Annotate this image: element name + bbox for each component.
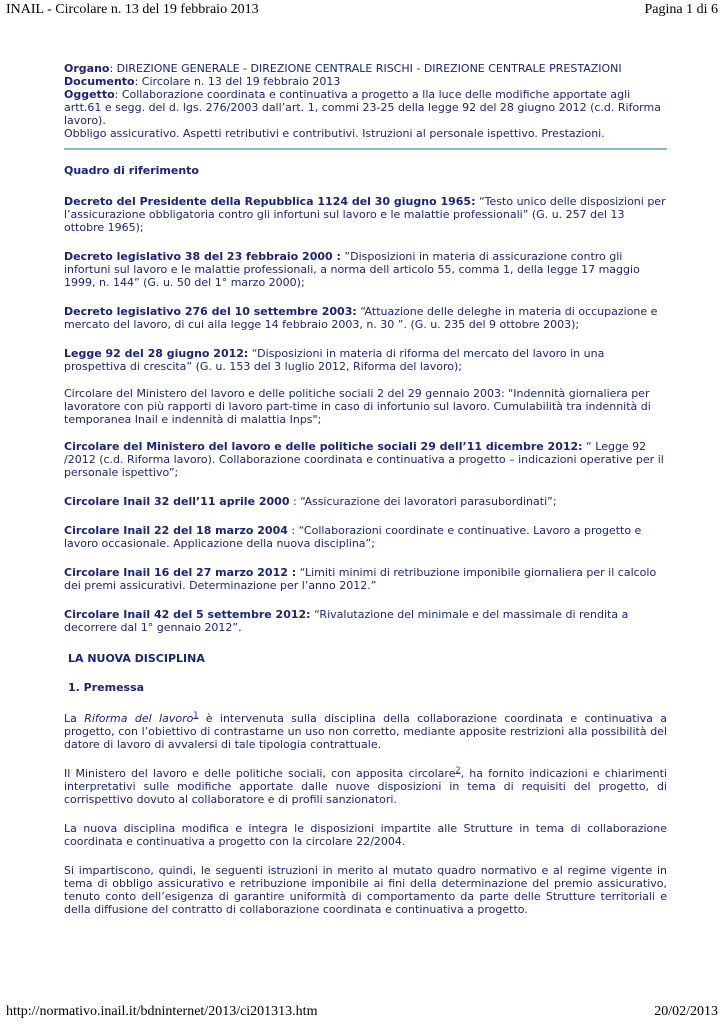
- print-header-page: Pagina 1 di 6: [644, 2, 718, 17]
- reference-item: [64, 566, 667, 592]
- reference-item: [64, 387, 667, 426]
- reference-title: Decreto del Presidente della Repubblica 1124 del 30 giugno 1965:: [64, 195, 476, 208]
- print-header: [0, 2, 724, 22]
- reference-text: “Testo unico delle disposizioni per l’assicurazione obbligatoria contro gli infortuni sul lavoro e le malattie professionali” (G. u. 257 del 13 ottobre 1965);: [64, 195, 666, 234]
- reference-title: Circolare del Ministero del lavoro e delle politiche sociali 29 dell’11 dicembre 2012:: [64, 440, 583, 453]
- reference-item: [64, 347, 667, 373]
- meta-organo: [64, 62, 667, 75]
- meta-oggetto-value: : Collaborazione coordinata e continuativa a progetto a lla luce delle modifiche apportate agli artt.61 e segg. del d. lgs. 276/2003 dall’art. 1, commi 23-25 della legge 92 del 28 giugno 2012 (c.d. Riforma lavoro).: [64, 88, 661, 127]
- paragraph-text: , ha fornito indicazioni e chiarimenti interpretativi sulle modifiche apportate dalle nuove disposizioni in tema di requisiti del progetto, di corrispettivo dovuto al collaboratore e di profili sanzionatori.: [64, 767, 667, 806]
- reference-item: [64, 305, 667, 331]
- reference-title: Circolare Inail 42 del 5 settembre 2012:: [64, 608, 311, 621]
- reference-text: : “Collaborazioni coordinate e continuative. Lavoro a progetto e lavoro occasionale. Applicazione della nuova disciplina”;: [64, 524, 642, 550]
- footnote-link-1[interactable]: 1: [193, 710, 199, 720]
- reference-title: Legge 92 del 28 giugno 2012:: [64, 347, 249, 360]
- print-footer: [0, 1004, 724, 1024]
- riforma-lavoro-term: Riforma del lavoro: [84, 712, 194, 725]
- reference-title: Circolare Inail 16 del 27 marzo 2012 :: [64, 566, 297, 579]
- reference-text: “Rivalutazione del minimale e del massimale di rendita a decorrere dal 1° gennaio 2012”.: [64, 608, 629, 634]
- meta-documento-value: : Circolare n. 13 del 19 febbraio 2013: [134, 75, 341, 88]
- print-header-title: INAIL - Circolare n. 13 del 19 febbraio 2013: [6, 2, 259, 17]
- reference-text: Circolare del Ministero del lavoro e delle politiche sociali 2 del 29 gennaio 2003: "Indennità giornaliera per lavoratore con più rapporti di lavoro part-time in caso di infortunio sul lavoro. Cumulabilità tra indennità di temporanea Inail e indennità di malattia Inps";: [64, 387, 651, 426]
- meta-oggetto: [64, 88, 667, 127]
- reference-item: [64, 195, 667, 234]
- footnote-link-2[interactable]: 2: [455, 765, 461, 775]
- reference-item: [64, 250, 667, 289]
- reference-item: [64, 440, 667, 479]
- reference-title: Circolare Inail 32 dell’11 aprile 2000: [64, 495, 290, 508]
- reference-item: [64, 608, 667, 634]
- reference-item: [64, 495, 667, 508]
- meta-documento-label: Documento: [64, 75, 135, 88]
- reference-text: “Attuazione delle deleghe in materia di occupazione e mercato del lavoro, di cui alla legge 14 febbraio 2003, n. 30 ”. (G. u. 235 del 9 ottobre 2003);: [64, 305, 658, 331]
- reference-title: Decreto legislativo 276 del 10 settembre 2003:: [64, 305, 357, 318]
- paragraph-ministero: [64, 767, 667, 806]
- reference-text: : “Assicurazione dei lavoratori parasubordinati”;: [289, 495, 557, 508]
- reference-title: Circolare Inail 22 del 18 marzo 2004: [64, 524, 288, 537]
- document-meta: [64, 62, 667, 140]
- print-footer-date: 20/02/2013: [654, 1004, 718, 1019]
- document-body: [64, 62, 667, 916]
- meta-oggetto-line2: Obbligo assicurativo. Aspetti retributivi e contributivi. Istruzioni al personale ispettivo. Prestazioni.: [64, 127, 605, 140]
- paragraph-nuova-disciplina: La nuova disciplina modifica e integra le disposizioni impartite alle Strutture in tema di collaborazione coordinata e continuativa a progetto con la circolare 22/2004.: [64, 822, 667, 848]
- print-footer-url: http://normativo.inail.it/bdninternet/2013/ci201313.htm: [6, 1004, 318, 1019]
- reference-text: “Limiti minimi di retribuzione imponibile giornaliera per il calcolo dei premi assicurativi. Determinazione per l’anno 2012.”: [64, 566, 657, 592]
- meta-oggetto-label: Oggetto: [64, 88, 115, 101]
- nuova-disciplina-title: LA NUOVA DISCIPLINA: [68, 652, 205, 665]
- paragraph-text: Il Ministero del lavoro e delle politiche sociali, con apposita circolare: [64, 767, 456, 780]
- reference-item: [64, 524, 667, 550]
- section-divider: [64, 148, 667, 150]
- reference-text: ”Disposizioni in materia di assicurazione contro gli infortuni sul lavoro e le malattie professionali, a norma dell articolo 55, comma 1, della legge 17 maggio 1999, n. 144” (G. u. 50 del 1° marzo 2000);: [64, 250, 640, 289]
- reference-title: Decreto legislativo 38 del 23 febbraio 2000 :: [64, 250, 341, 263]
- paragraph-text: La: [64, 712, 85, 725]
- reference-text: “Disposizioni in materia di riforma del mercato del lavoro in una prospettiva di crescita” (G. u. 153 del 3 luglio 2012, Riforma del lavoro);: [64, 347, 605, 373]
- reference-text: “ Legge 92 /2012 (c.d. Riforma lavoro). Collaborazione coordinata e continuativa a progetto – indicazioni operative per il personale ispettivo”;: [64, 440, 664, 479]
- paragraph-text: è intervenuta sulla disciplina della collaborazione coordinata e continuativa a progetto, con l’obiettivo di contrastarne un uso non corretto, mediante apposite restrizioni alla possibilità del datore di lavoro di avvalersi di tale tipologia contrattuale.: [64, 712, 667, 751]
- meta-documento: [64, 75, 667, 88]
- premessa-title: 1. Premessa: [68, 681, 145, 694]
- paragraph-istruzioni: Si impartiscono, quindi, le seguenti istruzioni in merito al mutato quadro normativo e al regime vigente in tema di obbligo assicurativo e retribuzione imponibile ai fini della determinazione del premio assicurativo, tenuto conto dell’esigenza di garantire uniformità di comportamento da parte delle Strutture territoriali e della diffusione del contratto di collaborazione coordinata e continuativa a progetto.: [64, 864, 667, 916]
- meta-organo-label: Organo: [64, 62, 110, 75]
- quadro-title: Quadro di riferimento: [64, 164, 199, 177]
- paragraph-riforma: [64, 712, 667, 751]
- meta-organo-value: : DIREZIONE GENERALE - DIREZIONE CENTRALE RISCHI - DIREZIONE CENTRALE PRESTAZIONI: [109, 62, 622, 75]
